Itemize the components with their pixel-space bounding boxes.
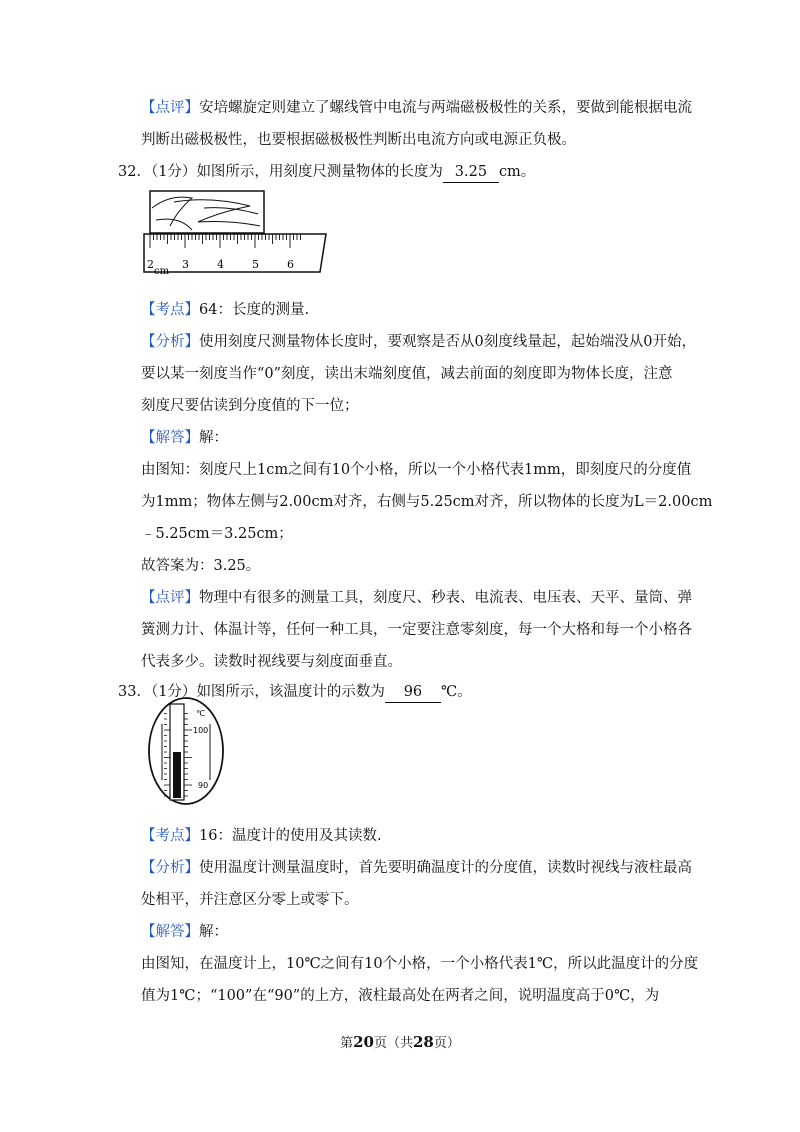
dianping-32-line-1: 【点评】物理中有很多的测量工具，刻度尺、秒表、电流表、电压表、天平、量筒、弹 <box>141 590 692 606</box>
thermo-label-100: 100 <box>193 726 209 735</box>
dianping-line-2: 判断出磁极极性，也要根据磁极极性判断出电流方向或电源正负极。 <box>141 132 576 148</box>
thermometer-svg <box>146 694 230 808</box>
jieda-33-head: 【解答】解： <box>141 924 228 940</box>
jieda-32-line-1: 由图知：刻度尺上1cm之间有10个小格，所以一个小格代表1mm，即刻度尺的分度值 <box>141 462 692 478</box>
fenxi-tag-33: 【分析】 <box>141 860 199 876</box>
measured-object <box>150 191 264 233</box>
question-33: 33．（1分）如图所示，该温度计的示数为 96 ℃。 <box>118 682 472 703</box>
dianping-tag-32: 【点评】 <box>141 590 199 606</box>
jieda-32-head: 【解答】解： <box>141 430 228 446</box>
ruler-svg <box>140 186 330 278</box>
kaodian-tag-32: 【考点】 <box>141 302 199 318</box>
jieda-tag-32: 【解答】 <box>141 430 199 446</box>
ruler-unit-label: cm <box>154 266 170 277</box>
answer-blank-33: 96 <box>385 682 441 703</box>
answer-blank-32: 3.25 <box>443 162 499 183</box>
dianping-tag: 【点评】 <box>141 100 199 116</box>
jieda-33-line-2: 值为1℃；“100”在“90”的上方，液柱最高处在两者之间，说明温度高于0℃，为 <box>141 988 660 1004</box>
jieda-33-line-1: 由图知，在温度计上，10℃之间有10个小格，一个小格代表1℃，所以此温度计的分度 <box>141 956 699 972</box>
ruler-label-2: 2 <box>147 258 154 271</box>
fenxi-32-line-3: 刻度尺要估读到分度值的下一位； <box>141 398 359 414</box>
dianping-line-1: 【点评】安培螺旋定则建立了螺线管中电流与两端磁极极性的关系，要做到能根据电流 <box>141 100 692 116</box>
fenxi-32-line-1: 【分析】使用刻度尺测量物体长度时，要观察是否从0刻度线量起，起始端没从0开始， <box>141 334 696 350</box>
fenxi-tag-32: 【分析】 <box>141 334 199 350</box>
fenxi-33-line-2: 处相平，并注意区分零上或零下。 <box>141 892 359 908</box>
ruler-label-5: 5 <box>252 258 259 271</box>
ruler-label-3: 3 <box>182 258 189 271</box>
dianping-32-line-2: 簧测力计、体温计等，任何一种工具，一定要注意零刻度，每一个大格和每一个小格各 <box>141 622 692 638</box>
page-total: 28 <box>413 1033 434 1051</box>
kaodian-32: 【考点】64：长度的测量. <box>141 302 310 318</box>
kaodian-33: 【考点】16：温度计的使用及其读数. <box>141 828 382 844</box>
view-ellipse <box>149 698 223 804</box>
jieda-32-line-3: ﹣5.25cm＝3.25cm； <box>141 526 293 542</box>
page-number: 20 <box>353 1033 374 1051</box>
ruler-label-4: 4 <box>217 258 224 271</box>
fenxi-32-line-2: 要以某一刻度当作“0”刻度，读出末端刻度值，减去前面的刻度即为物体长度，注意 <box>141 366 673 382</box>
thermo-unit: ℃ <box>196 709 205 718</box>
jieda-tag-33: 【解答】 <box>141 924 199 940</box>
thermo-label-90: 90 <box>198 781 209 790</box>
jieda-32-line-2: 为1mm；物体左侧与2.00cm对齐，右侧与5.25cm对齐，所以物体的长度为L＝2.00cm <box>141 494 713 510</box>
dianping-32-line-3: 代表多少。读数时视线要与刻度面垂直。 <box>141 654 402 670</box>
kaodian-tag-33: 【考点】 <box>141 828 199 844</box>
page-footer: 第20页（共28页） <box>340 1033 460 1051</box>
liquid-column <box>173 752 181 798</box>
jieda-32-line-4: 故答案为：3.25。 <box>141 558 261 574</box>
thermometer-figure <box>146 694 230 812</box>
ruler-label-6: 6 <box>287 258 294 271</box>
fenxi-33-line-1: 【分析】使用温度计测量温度时，首先要明确温度计的分度值，读数时视线与液柱最高 <box>141 860 692 876</box>
question-32: 32．（1分）如图所示，用刻度尺测量物体的长度为 3.25 cm。 <box>118 162 535 183</box>
ruler-figure <box>140 186 330 282</box>
